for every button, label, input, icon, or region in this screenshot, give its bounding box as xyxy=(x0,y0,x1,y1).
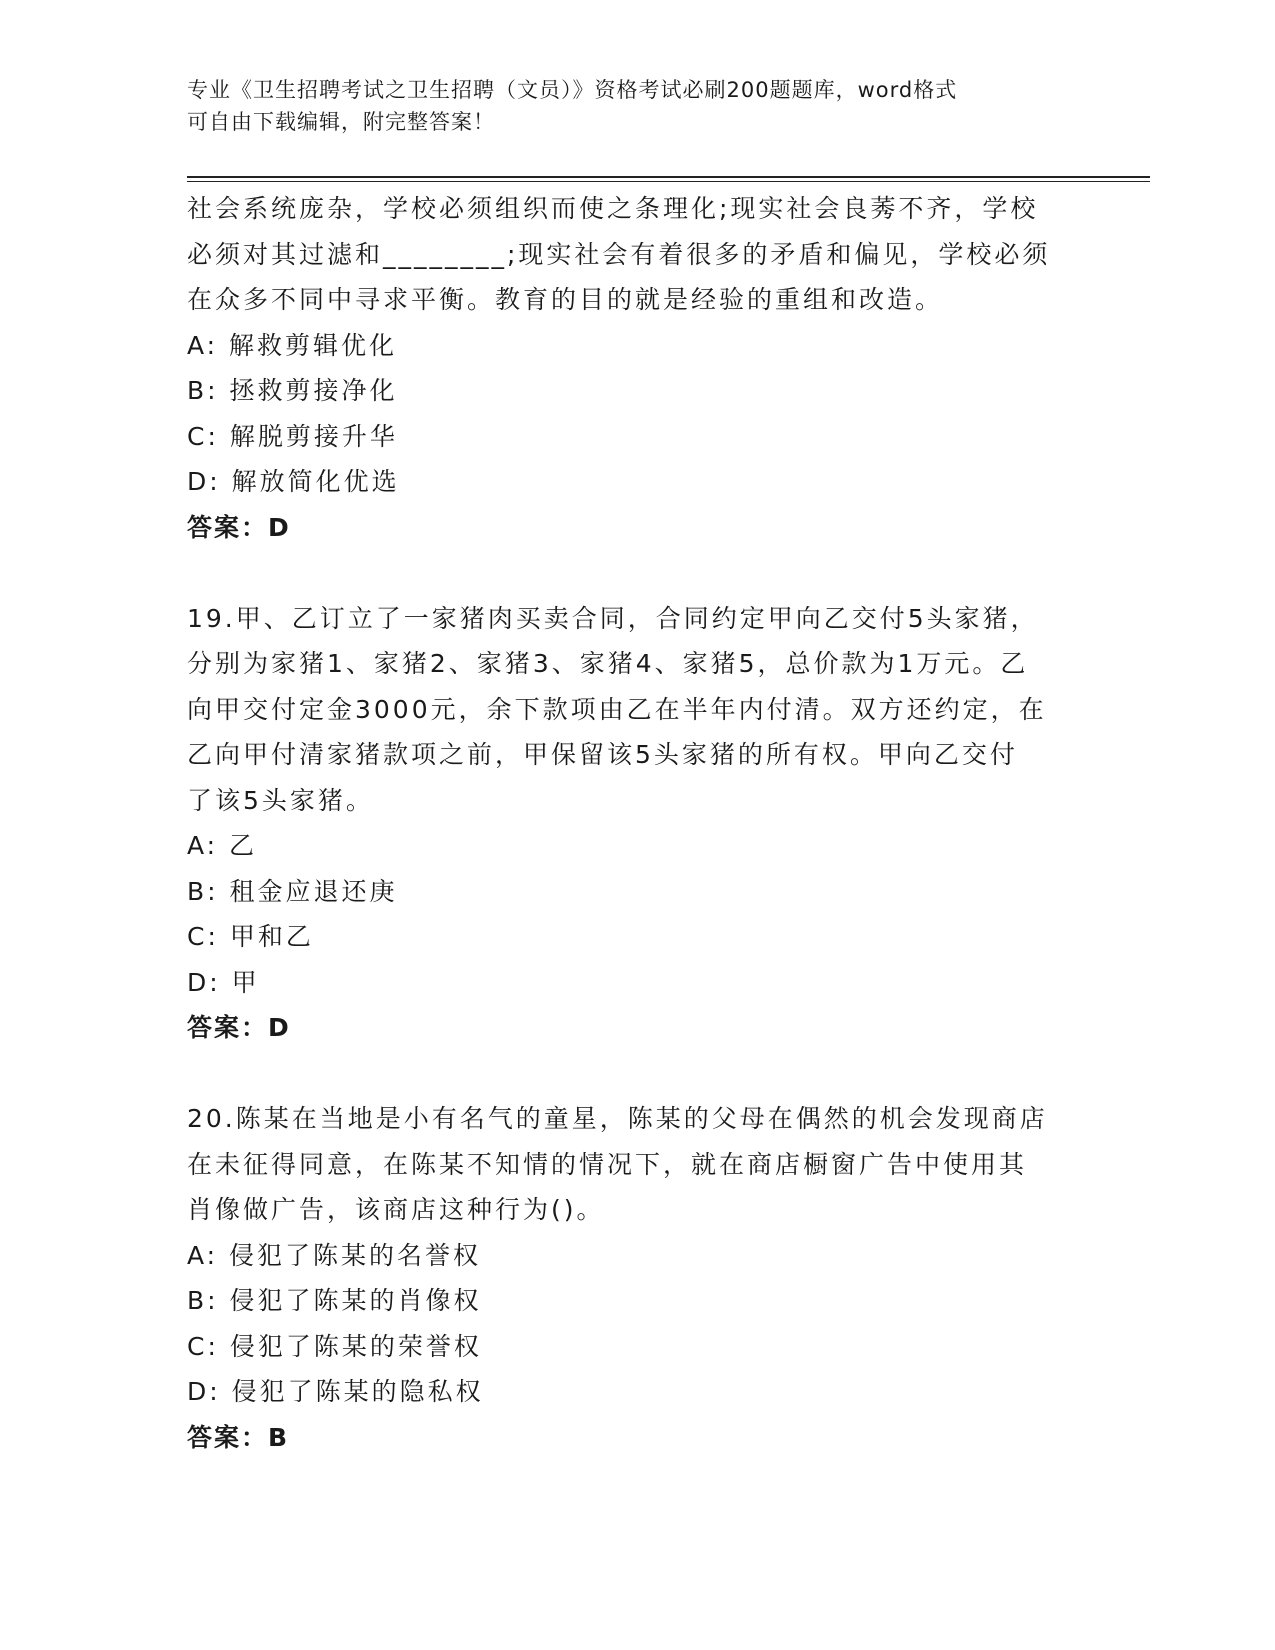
question-block-19 xyxy=(187,596,1087,1051)
question-1-stem-line-2: 必须对其过滤和________;现实社会有着很多的矛盾和偏见，学校必须 xyxy=(187,239,1051,269)
header-rule-thick xyxy=(187,176,1150,178)
question-block-20 xyxy=(187,1096,1087,1460)
question-spacer xyxy=(187,550,1087,596)
question-1-answer: 答案：D xyxy=(187,512,291,542)
question-19-option-b: B: 租金应退还庚 xyxy=(187,876,398,906)
question-19-stem-line-3: 向甲交付定金3000元，余下款项由乙在半年内付清。双方还约定，在 xyxy=(187,694,1047,724)
question-1-stem-line-3: 在众多不同中寻求平衡。教育的目的就是经验的重组和改造。 xyxy=(187,285,944,314)
page-header xyxy=(187,74,1067,138)
question-19-option-d: D: 甲 xyxy=(187,967,260,997)
question-1-option-d: D: 解放简化优选 xyxy=(187,467,400,496)
question-block-1 xyxy=(187,186,1087,550)
question-1-option-b: B: 拯救剪接净化 xyxy=(187,376,398,405)
question-19-option-a: A: 乙 xyxy=(187,831,258,860)
header-rule-thin xyxy=(187,181,1150,182)
question-19-stem-line-5: 了该5头家猪。 xyxy=(187,785,374,815)
question-20-stem-line-3: 肖像做广告，该商店这种行为()。 xyxy=(187,1195,605,1224)
question-1-stem-line-1: 社会系统庞杂，学校必须组织而使之条理化;现实社会良莠不齐，学校 xyxy=(187,194,1039,223)
question-20-option-b: B: 侵犯了陈某的肖像权 xyxy=(187,1286,482,1315)
question-20-stem-line-2: 在未征得同意，在陈某不知情的情况下，就在商店橱窗广告中使用其 xyxy=(187,1149,1028,1179)
question-20-option-c: C: 侵犯了陈某的荣誉权 xyxy=(187,1331,482,1361)
question-19-stem-line-2: 分别为家猪1、家猪2、家猪3、家猪4、家猪5，总价款为1万元。乙 xyxy=(187,649,1029,678)
header-line-1: 专业《卫生招聘考试之卫生招聘（文员）》资格考试必刷200题题库，word格式 xyxy=(187,78,958,102)
question-20-option-d: D: 侵犯了陈某的隐私权 xyxy=(187,1377,484,1406)
question-spacer xyxy=(187,1051,1087,1097)
question-20-stem-line-1: 20.陈某在当地是小有名气的童星，陈某的父母在偶然的机会发现商店 xyxy=(187,1104,1048,1133)
question-20-option-a: A: 侵犯了陈某的名誉权 xyxy=(187,1240,482,1270)
question-19-option-c: C: 甲和乙 xyxy=(187,922,314,951)
question-19-stem-line-4: 乙向甲付清家猪款项之前，甲保留该5头家猪的所有权。甲向乙交付 xyxy=(187,740,1018,769)
question-19-answer: 答案：D xyxy=(187,1013,291,1042)
question-1-option-a: A: 解救剪辑优化 xyxy=(187,330,398,360)
question-1-option-c: C: 解脱剪接升华 xyxy=(187,421,398,451)
questions-content xyxy=(187,186,1087,1460)
question-19-stem-line-1: 19.甲、乙订立了一家猪肉买卖合同，合同约定甲向乙交付5头家猪， xyxy=(187,603,1039,633)
header-line-2: 可自由下载编辑，附完整答案！ xyxy=(187,110,495,134)
question-20-answer: 答案：B xyxy=(187,1422,290,1452)
